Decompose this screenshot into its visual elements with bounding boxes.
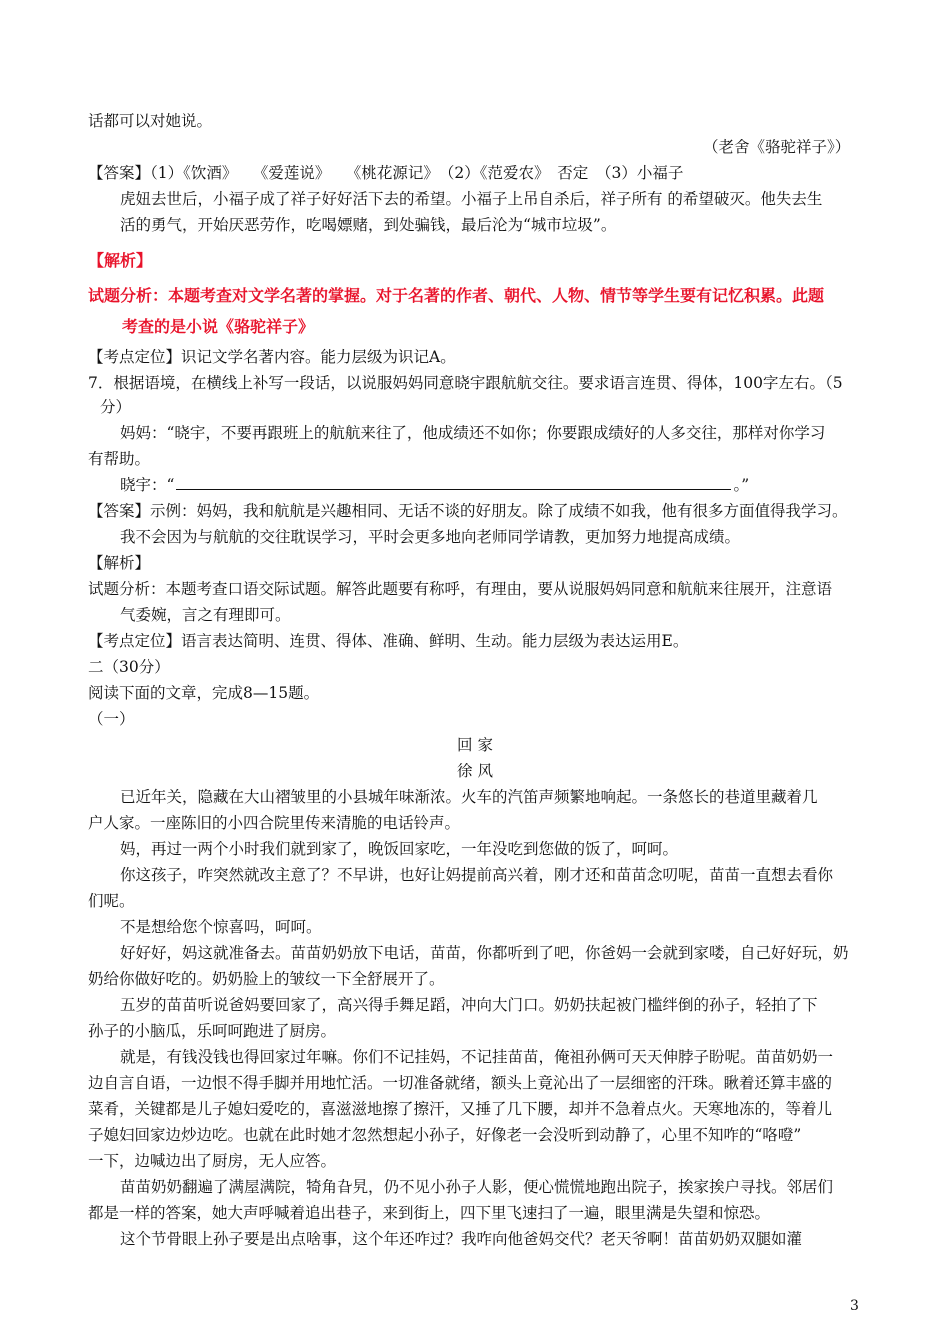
answer-blank[interactable] — [176, 475, 731, 490]
article-title: 回 家 — [457, 736, 493, 754]
analysis-text: 试题分析：本题考查口语交际试题。解答此题要有称呼，有理由，要从说服妈妈同意和航航来往展开，注意语 — [88, 580, 833, 598]
dialogue-line: 有帮助。 — [88, 450, 151, 468]
dialogue-line: 妈妈：“晓宇，不要再跟班上的航航来往了，他成绩还不如你；你要跟成绩好的人多交往，那样对你学习 — [120, 424, 826, 442]
text-line: 话都可以对她说。 — [88, 112, 213, 130]
analysis-heading: 【解析】 — [88, 554, 151, 572]
section-heading: 二（30分） — [88, 658, 170, 676]
article-paragraph: 一下，边喊边出了厨房，无人应答。 — [88, 1152, 337, 1170]
text-line: 虎妞去世后，小福子成了祥子好好活下去的希望。小福子上吊自杀后，祥子所有 的希望破灭。他失去生 — [120, 190, 823, 208]
text-line: 活的勇气，开始厌恶劳作，吃喝嫖赌，到处骗钱，最后沦为“城市垃圾”。 — [120, 216, 617, 234]
article-paragraph: 奶给你做好吃的。奶奶脸上的皱纹一下全舒展开了。 — [88, 970, 445, 988]
article-paragraph: 已近年关，隐藏在大山褶皱里的小县城年味渐浓。火车的汽笛声频繁地响起。一条悠长的巷道里藏着几 — [120, 788, 818, 806]
knowledge-point: 【考点定位】语言表达简明、连贯、得体、准确、鲜明、生动。能力层级为表达运用E。 — [88, 632, 689, 650]
article-paragraph: 你这孩子，咋突然就改主意了？不早讲，也好让妈提前高兴着，刚才还和苗苗念叨呢，苗苗一直想去看你 — [120, 866, 834, 884]
article-paragraph: 五岁的苗苗听说爸妈要回家了，高兴得手舞足蹈，冲向大门口。奶奶扶起被门槛绊倒的孙子，轻拍了下 — [120, 996, 818, 1014]
article-paragraph: 们呢。 — [88, 892, 135, 910]
answer-line: 【答案】（1）《饮酒》 《爱莲说》 《桃花源记》 （2）《范爱农》 否定 （3）小福子 — [88, 164, 684, 182]
article-paragraph: 苗苗奶奶翻遍了满屋满院，犄角旮旯，仍不见小孙子人影，便心慌慌地跑出院子，挨家挨户寻找。邻居们 — [120, 1178, 834, 1196]
page-number: 3 — [850, 1298, 859, 1314]
analysis-text: 试题分析：本题考查对文学名著的掌握。对于名著的作者、朝代、人物、情节等学生要有记忆积累。此题 — [88, 286, 825, 305]
instruction-line: 阅读下面的文章，完成8—15题。 — [88, 684, 320, 702]
article-author: 徐 风 — [457, 762, 493, 780]
article-paragraph: 好好好，妈这就准备去。苗苗奶奶放下电话，苗苗，你都听到了吧，你爸妈一会就到家喽，自己好好玩，奶 — [120, 944, 849, 962]
speaker-label: 晓宇：“ — [120, 476, 175, 494]
text-line: 我不会因为与航航的交往耽误学习，平时会更多地向老师同学请教，更加努力地提高成绩。 — [120, 528, 741, 546]
question-7: 7．根据语境，在横线上补写一段话，以说服妈妈同意晓宇跟航航交往。要求语言连贯、得体，100字左右。（5 — [88, 374, 843, 392]
article-paragraph: 都是一样的答案，她大声呼喊着追出巷子，来到街上，四下里飞速扫了一遍，眼里满是失望和惊恐。 — [88, 1204, 771, 1222]
article-paragraph: 子媳妇回家边炒边吃。也就在此时她才忽然想起小孙子，好像老一会没听到动静了，心里不知咋的“咯噔” — [88, 1126, 802, 1144]
quote-end: 。” — [733, 476, 750, 494]
article-paragraph: 这个节骨眼上孙子要是出点啥事，这个年还咋过？我咋向他爸妈交代？老天爷啊！苗苗奶奶双腿如灌 — [120, 1230, 803, 1248]
article-paragraph: 边自言自语，一边恨不得手脚并用地忙活。一切准备就绪，额头上竟沁出了一层细密的汗珠。瞅着还算丰盛的 — [88, 1074, 833, 1092]
fill-in-line — [120, 474, 749, 496]
analysis-heading: 【解析】 — [88, 251, 153, 270]
part-label: （一） — [88, 710, 135, 728]
article-paragraph: 孙子的小脑瓜，乐呵呵跑进了厨房。 — [88, 1022, 337, 1040]
article-paragraph: 户人家。一座陈旧的小四合院里传来清脆的电话铃声。 — [88, 814, 461, 832]
analysis-text: 考查的是小说《骆驼祥子》 — [122, 317, 315, 336]
article-paragraph: 妈，再过一两个小时我们就到家了，晚饭回家吃，一年没吃到您做的饭了，呵呵。 — [120, 840, 679, 858]
analysis-text: 气委婉，言之有理即可。 — [120, 606, 291, 624]
question-7-points: 分） — [100, 398, 132, 416]
article-paragraph: 菜肴，关键都是儿子媳妇爱吃的，喜滋滋地擦了擦汗，又捶了几下腰，却并不急着点火。天寒地冻的，等着儿 — [88, 1100, 833, 1118]
knowledge-point: 【考点定位】识记文学名著内容。能力层级为识记A。 — [88, 348, 456, 366]
article-paragraph: 就是，有钱没钱也得回家过年嘛。你们不记挂妈，不记挂苗苗，俺祖孙俩可天天伸脖子盼呢。苗苗奶奶一 — [120, 1048, 834, 1066]
source-citation: （老舍《骆驼祥子》） — [703, 138, 851, 156]
article-paragraph: 不是想给您个惊喜吗，呵呵。 — [120, 918, 322, 936]
answer-line: 【答案】示例：妈妈，我和航航是兴趣相同、无话不谈的好朋友。除了成绩不如我，他有很多方面值得我学习。 — [88, 502, 848, 520]
